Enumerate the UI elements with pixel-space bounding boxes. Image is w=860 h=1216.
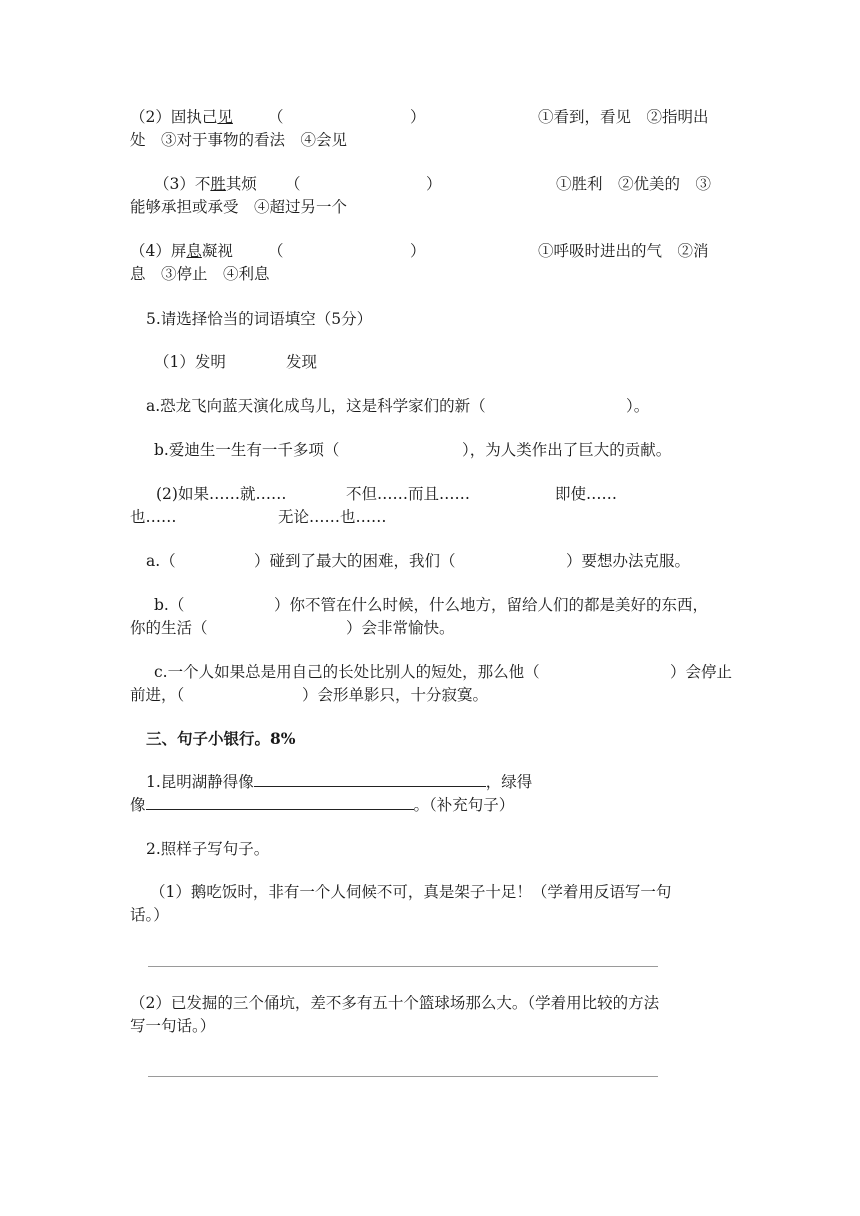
conj-c-text-end: ）会停止 bbox=[670, 663, 733, 681]
part-2-word-b: 不但……而且…… bbox=[346, 485, 471, 503]
question-2-options: ①看到，看见 ②指明出 bbox=[538, 108, 709, 126]
answer-line-1[interactable] bbox=[148, 966, 658, 967]
section-3-heading: 三、句子小银行。8% bbox=[146, 729, 296, 748]
sentence-1-mid: ，绿得 bbox=[485, 773, 533, 791]
sentence-2-2-line-1: （2）已发掘的三个俑坑，差不多有五十个篮球场那么大。（学着用比较的方法 bbox=[130, 994, 660, 1012]
question-4-paren-close: ） bbox=[410, 242, 426, 260]
sentence-1-line-1 bbox=[146, 771, 532, 793]
fill-b-pre: b.爱迪生一生有一千多项（ bbox=[154, 441, 340, 459]
conj-a-open: a.（ bbox=[146, 552, 176, 570]
fill-b-post: ），为人类作出了巨大的贡献。 bbox=[462, 441, 672, 459]
sentence-2-1-line-1: （1）鹅吃饭时，非有一个人伺候不可，真是架子十足！（学着用反语写一句 bbox=[150, 883, 672, 901]
sentence-1-prefix: 1.昆明湖静得像 bbox=[146, 773, 254, 791]
sentence-1-line-2 bbox=[130, 794, 514, 816]
question-4-prefix: （4）屏 bbox=[130, 242, 187, 260]
question-4-options-cont: 息 ③停止 ④利息 bbox=[130, 265, 270, 283]
conj-b-open: b.（ bbox=[154, 596, 185, 614]
sentence-2-1-line-2: 话。） bbox=[130, 906, 169, 924]
part-2-word-c-cont: 也…… bbox=[130, 508, 177, 526]
part-1-word-a: （1）发明 bbox=[154, 353, 226, 371]
question-4-options: ①呼吸时进出的气 ②消 bbox=[538, 242, 709, 260]
question-2-prefix: （2）固执己 bbox=[130, 108, 218, 126]
conj-c-line2-open: 前进，（ bbox=[130, 686, 185, 704]
question-2-options-cont: 处 ③对于事物的看法 ④会见 bbox=[130, 131, 348, 149]
part-2-word-a: (2)如果……就…… bbox=[156, 485, 287, 503]
question-2-paren-open: （ bbox=[268, 108, 284, 126]
answer-blank-2[interactable] bbox=[146, 795, 414, 810]
question-3-paren-close: ） bbox=[426, 175, 442, 193]
conj-b-mid: ）你不管在什么时候，什么地方，留给人们的都是美好的东西， bbox=[274, 596, 709, 614]
fill-a-post: ）。 bbox=[626, 397, 650, 415]
part-2-word-c: 即使…… bbox=[555, 485, 618, 503]
answer-line-2[interactable] bbox=[148, 1076, 658, 1077]
conj-a-mid: ）碰到了最大的困难，我们（ bbox=[254, 552, 456, 570]
question-3-paren-open: （ bbox=[285, 175, 301, 193]
conj-a-end: ）要想办法克服。 bbox=[566, 552, 691, 570]
question-4-word bbox=[130, 240, 233, 262]
sentence-2-title: 2.照样子写句子。 bbox=[146, 840, 270, 858]
question-4-paren-open: （ bbox=[268, 242, 284, 260]
part-2-word-d: 无论……也…… bbox=[278, 508, 387, 526]
part-1-word-b: 发现 bbox=[286, 353, 318, 371]
question-2-word bbox=[130, 106, 233, 128]
conj-b-line2-end: ）会非常愉快。 bbox=[346, 619, 455, 637]
question-2-underlined-char: 见 bbox=[217, 108, 233, 126]
conj-c-text: c.一个人如果总是用自己的长处比别人的短处，那么他（ bbox=[154, 663, 540, 681]
question-2-paren-close: ） bbox=[410, 108, 426, 126]
question-3-word bbox=[154, 173, 257, 195]
question-3-options-cont: 能够承担或承受 ④超过另一个 bbox=[130, 198, 348, 216]
sentence-1-line-2-prefix: 像 bbox=[130, 796, 146, 814]
conj-b-line2-open: 你的生活（ bbox=[130, 619, 208, 637]
fill-a-pre: a.恐龙飞向蓝天演化成鸟儿，这是科学家们的新（ bbox=[146, 397, 486, 415]
conj-c-line2-end: ）会形单影只，十分寂寞。 bbox=[302, 686, 489, 704]
question-4-underlined-char: 息 bbox=[186, 242, 202, 260]
question-3-prefix: （3）不 bbox=[154, 175, 211, 193]
question-3-options: ①胜利 ②优美的 ③ bbox=[556, 175, 712, 193]
sentence-2-2-line-2: 写一句话。） bbox=[130, 1017, 216, 1035]
section-5-title: 5.请选择恰当的词语填空（5分） bbox=[146, 310, 373, 328]
question-3-suffix: 其烦 bbox=[225, 175, 257, 193]
question-3-underlined-char: 胜 bbox=[210, 175, 226, 193]
sentence-1-hint: 。（补充句子） bbox=[413, 796, 515, 814]
question-4-suffix: 凝视 bbox=[201, 242, 233, 260]
answer-blank-1[interactable] bbox=[254, 772, 486, 787]
